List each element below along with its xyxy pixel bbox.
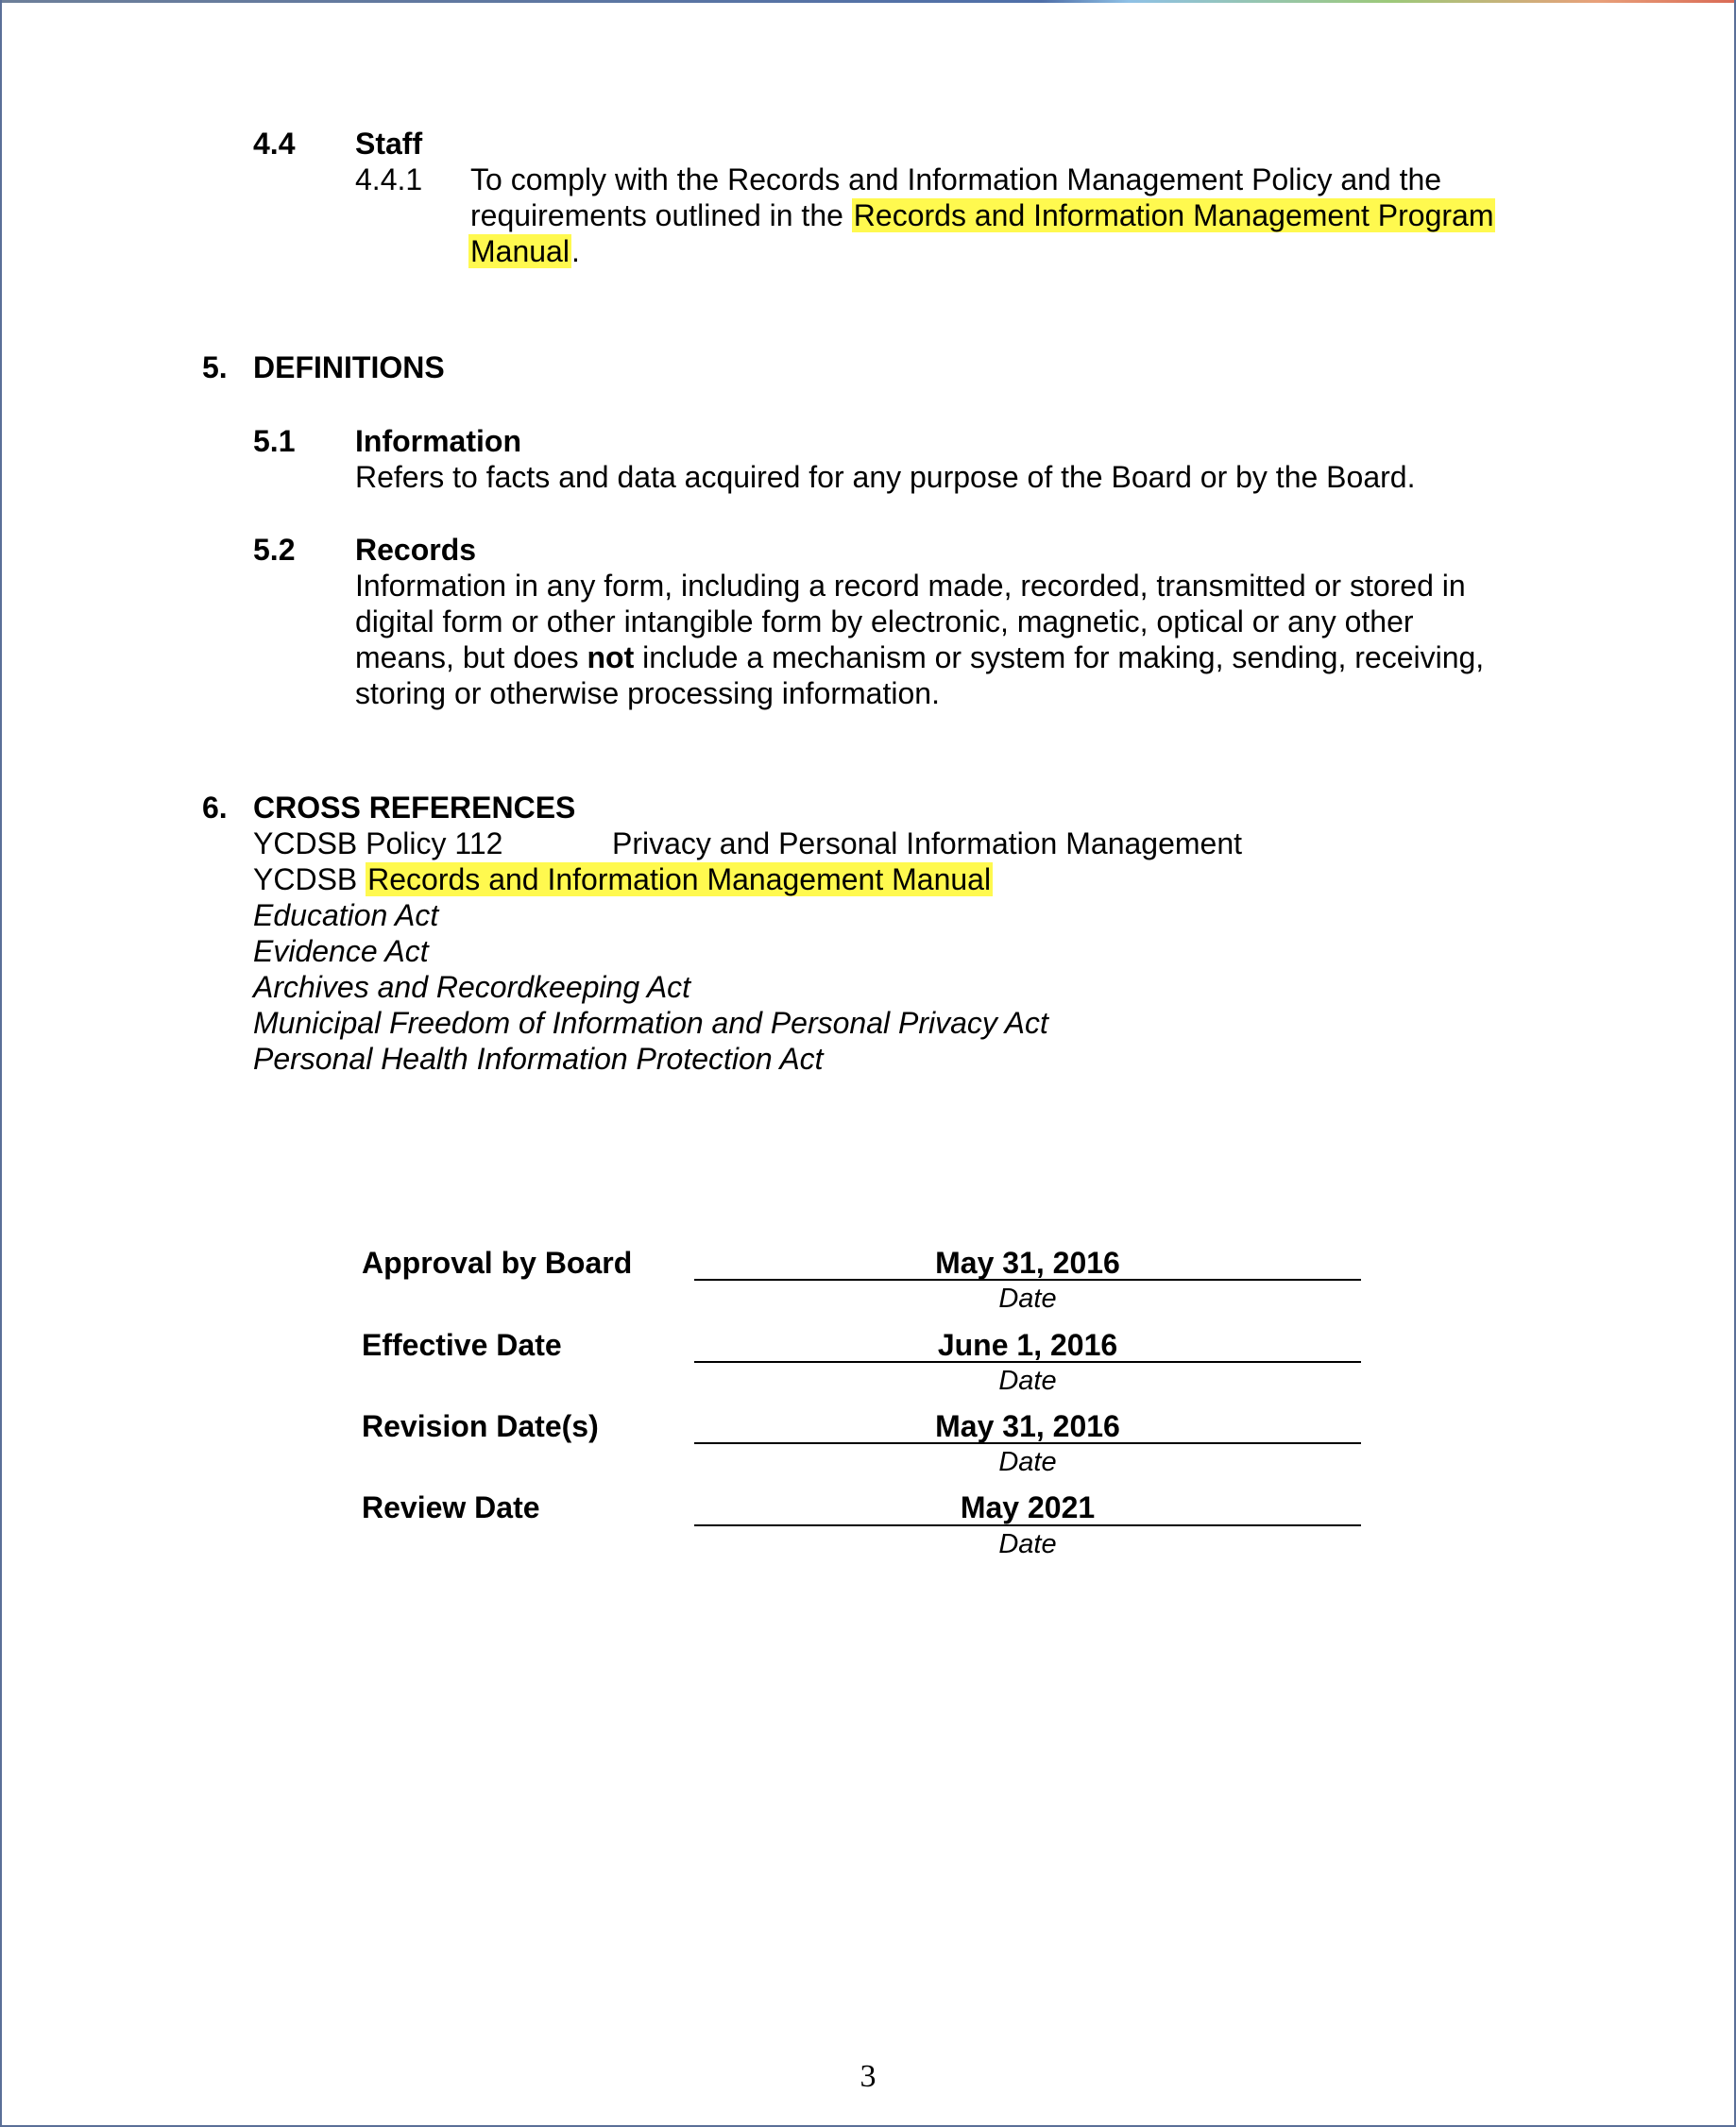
paragraph-line: To comply with the Records and Information Management Policy and the bbox=[470, 162, 1442, 196]
act-reference: Education Act bbox=[253, 898, 439, 932]
section-title: Staff bbox=[355, 127, 423, 161]
signoff-value: May 31, 2016 bbox=[935, 1246, 1120, 1280]
signoff-label: Review Date bbox=[362, 1490, 540, 1524]
definition-text: digital form or other intangible form by electronic, magnetic, optical or any other bbox=[355, 604, 1414, 638]
date-caption: Date bbox=[998, 1366, 1057, 1396]
definition-text: Information in any form, including a record made, recorded, transmitted or stored in bbox=[355, 569, 1466, 603]
signoff-line bbox=[694, 1361, 1361, 1363]
policy-reference: YCDSB Policy 112 bbox=[253, 826, 503, 860]
date-caption: Date bbox=[998, 1447, 1057, 1477]
bold-text: not bbox=[587, 640, 635, 674]
act-reference: Evidence Act bbox=[253, 934, 429, 968]
highlighted-text: Records and Information Management Program bbox=[853, 198, 1494, 232]
signoff-label: Approval by Board bbox=[362, 1246, 633, 1280]
signoff-line bbox=[694, 1279, 1361, 1281]
section-title: CROSS REFERENCES bbox=[253, 791, 576, 825]
definition-text: Refers to facts and data acquired for any purpose of the Board or by the Board. bbox=[355, 460, 1416, 494]
text-run: YCDSB bbox=[253, 862, 366, 896]
date-caption: Date bbox=[998, 1529, 1057, 1559]
signoff-value: May 31, 2016 bbox=[935, 1409, 1120, 1443]
text-run: requirements outlined in the bbox=[470, 198, 852, 232]
text-run: means, but does bbox=[355, 640, 587, 674]
window-top-border bbox=[0, 0, 1736, 3]
signoff-label: Revision Date(s) bbox=[362, 1409, 599, 1443]
highlighted-text: Records and Information Management Manual bbox=[367, 862, 992, 896]
paragraph-line bbox=[468, 233, 580, 269]
subsection-number: 5.2 bbox=[253, 533, 296, 567]
subsection-title: Records bbox=[355, 533, 477, 567]
item-number: 4.4.1 bbox=[355, 162, 423, 196]
policy-name: Privacy and Personal Information Management bbox=[612, 826, 1243, 860]
highlighted-text: Manual bbox=[470, 234, 570, 268]
definition-text bbox=[355, 639, 1484, 675]
window-left-border bbox=[0, 0, 2, 2127]
paragraph-line bbox=[470, 197, 1495, 233]
text-run: . bbox=[570, 234, 580, 268]
subsection-title: Information bbox=[355, 424, 521, 458]
act-reference: Archives and Recordkeeping Act bbox=[253, 970, 691, 1004]
section-title: DEFINITIONS bbox=[253, 350, 445, 384]
signoff-line bbox=[694, 1524, 1361, 1526]
section-number: 5. bbox=[202, 350, 228, 384]
definition-text: storing or otherwise processing information. bbox=[355, 676, 940, 710]
act-reference: Personal Health Information Protection Act bbox=[253, 1042, 824, 1076]
act-reference: Municipal Freedom of Information and Personal Privacy Act bbox=[253, 1006, 1048, 1040]
signoff-value: June 1, 2016 bbox=[937, 1328, 1118, 1362]
section-number: 6. bbox=[202, 791, 228, 825]
signoff-label: Effective Date bbox=[362, 1328, 562, 1362]
signoff-value: May 2021 bbox=[960, 1490, 1096, 1524]
subsection-number: 5.1 bbox=[253, 424, 296, 458]
text-run: include a mechanism or system for making, sending, receiving, bbox=[634, 640, 1485, 674]
date-caption: Date bbox=[998, 1284, 1057, 1314]
section-number: 4.4 bbox=[253, 127, 296, 161]
page-number: 3 bbox=[859, 2059, 877, 2094]
signoff-line bbox=[694, 1442, 1361, 1444]
manual-reference bbox=[253, 861, 993, 897]
